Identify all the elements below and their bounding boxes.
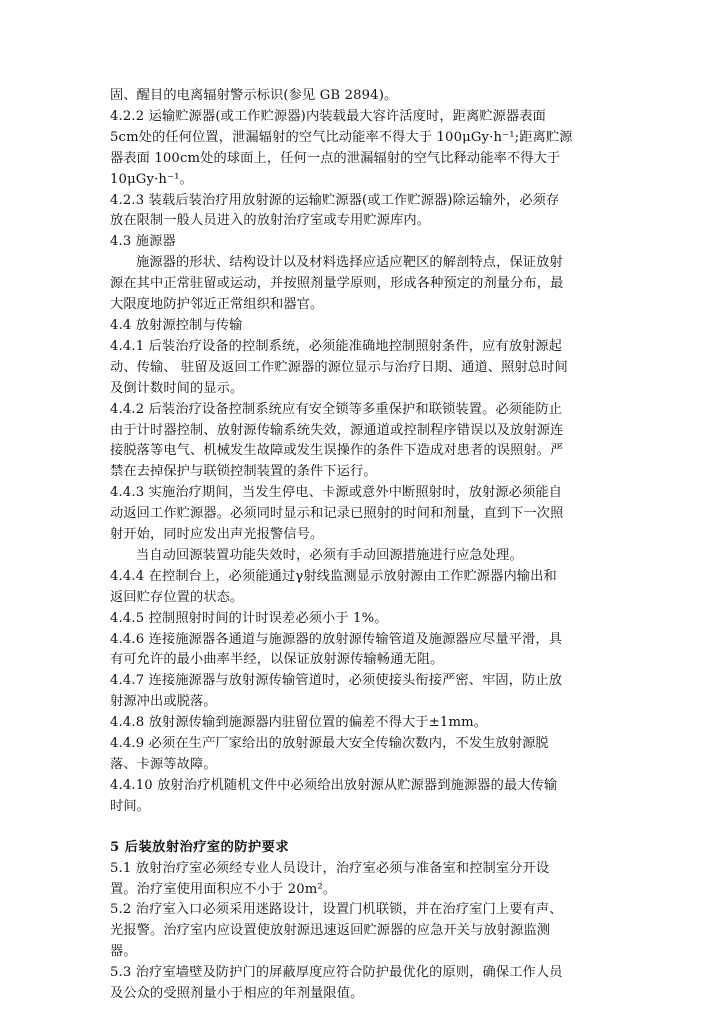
text-line: 源在其中正常驻留或运动，并按照剂量学原则，形成各种预定的剂量分布，最 xyxy=(110,276,564,292)
text-line: 动、传输、 驻留及返回工作贮源器的源位显示与治疗日期、通道、照射总时间 xyxy=(110,359,568,375)
text-line: 及公众的受照剂量小于相应的年剂量限值。 xyxy=(110,986,364,1002)
clause-4-4-7: 4.4.7 连接施源器与放射源传输管道时，必须使接头衔接严密、牢固，防止放 xyxy=(110,673,563,689)
text-line: 5cm处的任何位置，泄漏辐射的空气比动能率不得大于 100μGy·h⁻¹;距离贮源 xyxy=(110,129,573,145)
text-line: 落、卡源等故障。 xyxy=(110,757,217,772)
text-line: 时间。 xyxy=(110,798,151,814)
heading-4-3: 4.3 施源器 xyxy=(110,234,176,250)
heading-4-4: 4.4 放射源控制与传输 xyxy=(110,317,243,333)
section-gap xyxy=(110,818,618,838)
text-line: 禁在去掉保护与联锁控制装置的条件下运行。 xyxy=(110,464,377,480)
text-line: 返回贮存位置的状态。 xyxy=(110,589,244,605)
text-line: 射源冲出或脱落。 xyxy=(110,694,217,710)
text-line: 器表面 100cm处的球面上，任何一点的泄漏辐射的空气比释动能率不得大于 xyxy=(110,150,561,166)
clause-4-4-5: 4.4.5 控制照射时间的计时误差必须小于 1%。 xyxy=(110,610,388,626)
clause-4-4-4: 4.4.4 在控制台上，必须能通过γ射线监测显示放射源由工作贮源器内输出和 xyxy=(110,568,557,584)
text-line: 及倒计数时间的显示。 xyxy=(110,380,244,396)
text-line: 器。 xyxy=(110,944,137,960)
text-line: 放在限制一般人员进入的放射治疗室或专用贮源库内。 xyxy=(110,213,431,229)
clause-4-4-9: 4.4.9 必须在生产厂家给出的放射源最大安全传输次数内，不发生放射源脱 xyxy=(110,736,549,752)
text-line: 光报警。治疗室内应设置使放射源迅速返回贮源器的应急开关与放射源监测 xyxy=(110,923,551,939)
text-line: 10μGy·h⁻¹。 xyxy=(110,171,193,187)
clause-4-4-10: 4.4.10 放射治疗机随机文件中必须给出放射源从贮源器到施源器的最大传输 xyxy=(110,777,558,793)
text-line: 置。治疗室使用面积应不小于 20m²。 xyxy=(110,881,337,897)
section-5-heading: 5 后装放射治疗室的防护要求 xyxy=(110,839,290,855)
clause-4-4-8: 4.4.8 放射源传输到施源器内驻留位置的偏差不得大于±1mm。 xyxy=(110,715,488,731)
paragraph-line: 当自动回源装置功能失效时，必须有手动回源措施进行应急处理。 xyxy=(136,547,523,563)
clause-4-4-6: 4.4.6 连接施源器各通道与施源器的放射源传输管道及施源器应尽量平滑，具 xyxy=(110,631,563,647)
clause-4-2-2: 4.2.2 运输贮源器(或工作贮源器)内装载最大容许活度时，距离贮源器表面 xyxy=(110,108,547,124)
clause-5-3: 5.3 治疗室墙壁及防护门的屏蔽厚度应符合防护最优化的原则，确保工作人员 xyxy=(110,965,563,981)
clause-4-4-3: 4.4.3 实施治疗期间，当发生停电、卡源或意外中断照射时，放射源必须能自 xyxy=(110,485,563,501)
text-line: 大限度地防护邻近正常组织和器官。 xyxy=(110,297,324,313)
text-line: 由于计时器控制、放射源传输系统失效，源通道或控制程序错误以及放射源连 xyxy=(110,422,564,438)
text-line: 射开始，同时应发出声光报警信号。 xyxy=(110,527,324,543)
clause-4-2-3: 4.2.3 装载后装治疗用放射源的运输贮源器(或工作贮源器)除运输外，必须存 xyxy=(110,192,560,208)
clause-5-1: 5.1 放射治疗室必须经专业人员设计，治疗室必须与准备室和控制室分开设 xyxy=(110,860,550,876)
text-line: 动返回工作贮源器。必须同时显示和记录已照射的时间和剂量，直到下一次照 xyxy=(110,506,564,522)
clause-4-4-2: 4.4.2 后装治疗设备控制系统应有安全锁等多重保护和联锁装置。必须能防止 xyxy=(110,401,563,417)
text-line: 有可允许的最小曲率半经，以保证放射源传输畅通无阻。 xyxy=(110,652,444,668)
paragraph-line: 施源器的形状、结构设计以及材料选择应适应靶区的解剖特点，保证放射 xyxy=(136,255,563,271)
clause-5-2: 5.2 治疗室入口必须采用迷路设计，设置门机联锁，并在治疗室门上要有声、 xyxy=(110,902,563,918)
document-page xyxy=(110,86,618,1005)
text-line: 固、醒目的电离辐射警示标识(参见 GB 2894)。 xyxy=(110,88,398,103)
text-line: 接脱落等电气、机械发生故障或发生误操作的条件下造成对患者的误照射。严 xyxy=(110,443,564,459)
clause-4-4-1: 4.4.1 后装治疗设备的控制系统，必须能准确地控制照射条件，应有放射源起 xyxy=(110,338,563,354)
